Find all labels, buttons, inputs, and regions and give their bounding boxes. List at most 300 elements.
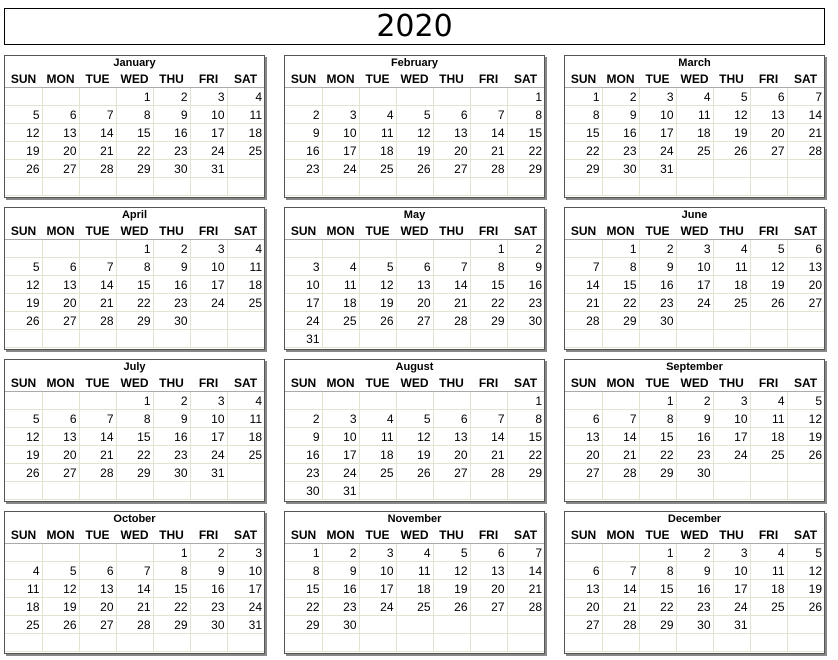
day-cell: 26	[42, 616, 79, 634]
day-cell: 18	[322, 294, 359, 312]
day-cell	[116, 482, 153, 500]
day-cell: 25	[227, 446, 264, 464]
day-cell: 22	[116, 294, 153, 312]
day-cell	[79, 88, 116, 106]
day-cell	[322, 330, 359, 348]
day-cell: 19	[359, 294, 396, 312]
day-cell	[713, 330, 750, 348]
month-table	[565, 374, 824, 500]
week-row	[285, 446, 544, 464]
day-cell: 1	[507, 392, 544, 410]
day-cell: 30	[639, 312, 676, 330]
day-cell: 24	[190, 142, 227, 160]
weekday-header: MON	[602, 526, 639, 544]
day-cell: 6	[565, 562, 602, 580]
day-cell	[79, 178, 116, 196]
day-cell: 26	[396, 160, 433, 178]
day-cell: 17	[322, 446, 359, 464]
day-cell: 29	[639, 464, 676, 482]
week-row	[565, 446, 824, 464]
day-cell: 28	[116, 616, 153, 634]
weekday-header: WED	[396, 222, 433, 240]
day-cell	[602, 634, 639, 652]
day-cell: 19	[5, 446, 42, 464]
day-cell: 16	[190, 580, 227, 598]
day-cell: 12	[750, 258, 787, 276]
day-cell: 28	[565, 312, 602, 330]
day-cell	[42, 482, 79, 500]
weekday-header: MON	[602, 222, 639, 240]
day-cell	[507, 178, 544, 196]
day-cell: 22	[602, 294, 639, 312]
day-cell: 24	[190, 446, 227, 464]
week-row	[285, 598, 544, 616]
day-cell	[787, 464, 824, 482]
weekday-header-row	[5, 222, 264, 240]
day-cell: 4	[227, 392, 264, 410]
day-cell: 14	[565, 276, 602, 294]
weekday-header: SUN	[5, 526, 42, 544]
day-cell: 6	[433, 410, 470, 428]
day-cell: 3	[359, 544, 396, 562]
day-cell: 17	[639, 124, 676, 142]
day-cell	[787, 330, 824, 348]
day-cell: 26	[5, 464, 42, 482]
day-cell: 16	[322, 580, 359, 598]
day-cell: 28	[602, 616, 639, 634]
day-cell	[42, 330, 79, 348]
weekday-header: THU	[153, 222, 190, 240]
weekday-header-row	[5, 526, 264, 544]
day-cell	[713, 482, 750, 500]
weekday-header: SUN	[285, 222, 322, 240]
day-cell	[396, 392, 433, 410]
day-cell	[433, 616, 470, 634]
week-row	[565, 410, 824, 428]
day-cell: 10	[322, 428, 359, 446]
day-cell: 31	[190, 464, 227, 482]
day-cell: 14	[433, 276, 470, 294]
day-cell: 6	[396, 258, 433, 276]
day-cell: 22	[507, 142, 544, 160]
month-title: October	[113, 513, 156, 525]
day-cell: 6	[42, 410, 79, 428]
month-title: August	[395, 361, 434, 373]
day-cell: 1	[565, 88, 602, 106]
day-cell: 11	[227, 258, 264, 276]
day-cell: 25	[396, 598, 433, 616]
day-cell: 18	[227, 428, 264, 446]
day-cell: 29	[507, 464, 544, 482]
day-cell: 5	[713, 88, 750, 106]
weekday-header: THU	[433, 222, 470, 240]
day-cell: 24	[639, 142, 676, 160]
week-row	[5, 294, 264, 312]
day-cell: 2	[676, 392, 713, 410]
day-cell: 23	[285, 160, 322, 178]
day-cell: 10	[713, 562, 750, 580]
day-cell: 20	[42, 142, 79, 160]
weekday-header-row	[285, 222, 544, 240]
weekday-header: TUE	[639, 526, 676, 544]
weekday-header-row	[285, 374, 544, 392]
day-cell: 7	[79, 106, 116, 124]
week-row	[285, 142, 544, 160]
month-table	[285, 222, 544, 348]
day-cell: 6	[42, 258, 79, 276]
day-cell: 20	[470, 580, 507, 598]
week-row	[5, 178, 264, 196]
day-cell: 19	[750, 276, 787, 294]
day-cell: 29	[153, 616, 190, 634]
day-cell: 17	[190, 428, 227, 446]
week-row	[285, 312, 544, 330]
day-cell	[565, 544, 602, 562]
week-row	[285, 392, 544, 410]
weekday-header: SUN	[5, 222, 42, 240]
weekday-header: WED	[396, 374, 433, 392]
day-cell: 13	[42, 428, 79, 446]
week-row	[565, 634, 824, 652]
day-cell: 9	[153, 106, 190, 124]
day-cell: 30	[153, 312, 190, 330]
day-cell: 25	[750, 446, 787, 464]
day-cell: 10	[322, 124, 359, 142]
day-cell: 23	[507, 294, 544, 312]
weekday-header: TUE	[639, 222, 676, 240]
day-cell: 8	[639, 410, 676, 428]
week-row	[5, 330, 264, 348]
day-cell	[153, 634, 190, 652]
day-cell: 20	[433, 446, 470, 464]
day-cell: 3	[713, 392, 750, 410]
week-row	[565, 160, 824, 178]
day-cell: 7	[787, 88, 824, 106]
day-cell: 21	[79, 446, 116, 464]
day-cell: 9	[639, 258, 676, 276]
day-cell	[396, 482, 433, 500]
day-cell	[116, 544, 153, 562]
day-cell: 28	[507, 598, 544, 616]
day-cell: 17	[713, 428, 750, 446]
day-cell: 31	[713, 616, 750, 634]
day-cell	[565, 330, 602, 348]
day-cell	[116, 330, 153, 348]
day-cell: 21	[565, 294, 602, 312]
month-table	[5, 374, 264, 500]
day-cell	[396, 616, 433, 634]
month-table	[565, 526, 824, 652]
day-cell	[396, 240, 433, 258]
month-table	[285, 526, 544, 652]
day-cell: 18	[359, 142, 396, 160]
day-cell: 3	[639, 88, 676, 106]
day-cell	[787, 616, 824, 634]
day-cell: 4	[359, 106, 396, 124]
week-row	[565, 312, 824, 330]
day-cell: 12	[359, 276, 396, 294]
weekday-header: FRI	[750, 374, 787, 392]
weekday-header: FRI	[750, 70, 787, 88]
day-cell: 19	[787, 428, 824, 446]
day-cell	[433, 178, 470, 196]
day-cell	[676, 312, 713, 330]
weekday-header: FRI	[190, 222, 227, 240]
month-table	[565, 70, 824, 196]
month-panel	[564, 207, 825, 350]
week-row	[565, 598, 824, 616]
day-cell: 31	[322, 482, 359, 500]
day-cell: 26	[396, 464, 433, 482]
month-panel	[284, 207, 545, 350]
day-cell: 28	[787, 142, 824, 160]
day-cell: 5	[750, 240, 787, 258]
day-cell	[42, 88, 79, 106]
week-row	[5, 464, 264, 482]
day-cell	[750, 482, 787, 500]
day-cell: 27	[42, 464, 79, 482]
day-cell: 26	[5, 160, 42, 178]
week-row	[5, 428, 264, 446]
day-cell: 19	[5, 294, 42, 312]
day-cell	[79, 392, 116, 410]
day-cell	[602, 330, 639, 348]
day-cell	[565, 392, 602, 410]
day-cell: 29	[470, 312, 507, 330]
day-cell: 13	[396, 276, 433, 294]
day-cell: 27	[433, 464, 470, 482]
day-cell: 6	[750, 88, 787, 106]
day-cell	[639, 330, 676, 348]
month-title: March	[678, 57, 711, 69]
day-cell	[5, 330, 42, 348]
day-cell: 18	[5, 598, 42, 616]
day-cell: 18	[750, 428, 787, 446]
day-cell: 12	[5, 428, 42, 446]
day-cell: 10	[285, 276, 322, 294]
day-cell: 27	[79, 616, 116, 634]
day-cell: 27	[42, 160, 79, 178]
day-cell	[79, 634, 116, 652]
day-cell: 9	[285, 124, 322, 142]
day-cell: 4	[227, 88, 264, 106]
weekday-header: TUE	[359, 374, 396, 392]
weekday-header: WED	[396, 526, 433, 544]
day-cell: 11	[750, 410, 787, 428]
day-cell: 9	[190, 562, 227, 580]
week-row	[285, 616, 544, 634]
weekday-header: WED	[116, 222, 153, 240]
day-cell: 4	[5, 562, 42, 580]
weekday-header: SAT	[787, 374, 824, 392]
day-cell	[507, 616, 544, 634]
day-cell: 22	[639, 446, 676, 464]
day-cell: 22	[507, 446, 544, 464]
weekday-header: WED	[676, 374, 713, 392]
weekday-header: THU	[153, 526, 190, 544]
weekday-header: MON	[322, 222, 359, 240]
weekday-header: SUN	[5, 374, 42, 392]
day-cell	[359, 88, 396, 106]
weekday-header: WED	[676, 222, 713, 240]
week-row	[565, 464, 824, 482]
day-cell: 23	[676, 446, 713, 464]
day-cell: 29	[602, 312, 639, 330]
day-cell: 11	[750, 562, 787, 580]
weekday-header: WED	[116, 70, 153, 88]
week-row	[565, 276, 824, 294]
week-row	[285, 482, 544, 500]
day-cell: 30	[190, 616, 227, 634]
weekday-header: THU	[433, 374, 470, 392]
week-row	[5, 446, 264, 464]
day-cell: 3	[190, 392, 227, 410]
day-cell: 16	[507, 276, 544, 294]
week-row	[285, 258, 544, 276]
day-cell	[639, 482, 676, 500]
week-row	[5, 410, 264, 428]
weekday-header: WED	[116, 526, 153, 544]
weekday-header-row	[565, 526, 824, 544]
week-row	[565, 258, 824, 276]
month-title: January	[113, 57, 156, 69]
day-cell: 17	[713, 580, 750, 598]
weekday-header: SAT	[787, 526, 824, 544]
day-cell: 7	[79, 258, 116, 276]
weekday-header-row	[285, 526, 544, 544]
week-row	[565, 124, 824, 142]
week-row	[285, 160, 544, 178]
day-cell	[787, 312, 824, 330]
month-panel	[284, 55, 545, 198]
day-cell	[116, 178, 153, 196]
day-cell	[190, 634, 227, 652]
day-cell	[227, 634, 264, 652]
day-cell	[79, 482, 116, 500]
day-cell: 14	[470, 124, 507, 142]
week-row	[5, 482, 264, 500]
day-cell	[433, 330, 470, 348]
week-row	[285, 178, 544, 196]
day-cell	[285, 88, 322, 106]
day-cell: 19	[433, 580, 470, 598]
day-cell	[153, 178, 190, 196]
week-row	[5, 616, 264, 634]
day-cell: 23	[153, 142, 190, 160]
day-cell: 17	[285, 294, 322, 312]
day-cell: 7	[433, 258, 470, 276]
day-cell: 17	[190, 124, 227, 142]
week-row	[285, 562, 544, 580]
day-cell: 2	[602, 88, 639, 106]
day-cell: 13	[470, 562, 507, 580]
day-cell: 2	[285, 410, 322, 428]
day-cell	[750, 330, 787, 348]
day-cell: 30	[602, 160, 639, 178]
weekday-header: THU	[433, 70, 470, 88]
week-row	[285, 124, 544, 142]
day-cell: 18	[676, 124, 713, 142]
day-cell: 7	[565, 258, 602, 276]
day-cell: 18	[713, 276, 750, 294]
day-cell: 5	[787, 392, 824, 410]
day-cell	[5, 544, 42, 562]
day-cell	[507, 330, 544, 348]
day-cell	[676, 178, 713, 196]
month-table	[5, 222, 264, 348]
day-cell: 22	[116, 142, 153, 160]
month-panel	[4, 359, 265, 502]
week-row	[565, 482, 824, 500]
day-cell: 24	[713, 598, 750, 616]
weekday-header: SUN	[5, 70, 42, 88]
month-panel	[284, 511, 545, 654]
day-cell: 2	[676, 544, 713, 562]
day-cell: 1	[116, 240, 153, 258]
weekday-header: MON	[42, 526, 79, 544]
day-cell: 25	[676, 142, 713, 160]
day-cell: 10	[639, 106, 676, 124]
day-cell: 22	[285, 598, 322, 616]
day-cell	[396, 178, 433, 196]
day-cell: 16	[676, 580, 713, 598]
day-cell	[322, 178, 359, 196]
day-cell	[787, 160, 824, 178]
month-panel	[4, 207, 265, 350]
day-cell: 11	[5, 580, 42, 598]
day-cell: 14	[116, 580, 153, 598]
day-cell: 8	[602, 258, 639, 276]
weekday-header: THU	[713, 374, 750, 392]
month-table	[285, 374, 544, 500]
weekday-header: FRI	[750, 526, 787, 544]
weekday-header: SUN	[565, 70, 602, 88]
day-cell: 30	[676, 464, 713, 482]
day-cell	[153, 330, 190, 348]
day-cell: 8	[470, 258, 507, 276]
day-cell: 13	[79, 580, 116, 598]
day-cell: 23	[190, 598, 227, 616]
month-table	[5, 526, 264, 652]
day-cell: 18	[750, 580, 787, 598]
day-cell: 15	[470, 276, 507, 294]
day-cell: 21	[602, 598, 639, 616]
day-cell: 21	[116, 598, 153, 616]
day-cell: 19	[42, 598, 79, 616]
day-cell: 5	[396, 410, 433, 428]
day-cell: 27	[470, 598, 507, 616]
weekday-header: TUE	[79, 374, 116, 392]
day-cell: 7	[79, 410, 116, 428]
day-cell: 8	[507, 410, 544, 428]
weekday-header: MON	[322, 374, 359, 392]
day-cell: 15	[639, 428, 676, 446]
day-cell	[602, 392, 639, 410]
day-cell: 14	[507, 562, 544, 580]
day-cell	[639, 178, 676, 196]
day-cell	[565, 240, 602, 258]
day-cell: 9	[507, 258, 544, 276]
day-cell: 2	[153, 88, 190, 106]
day-cell: 16	[153, 276, 190, 294]
day-cell: 16	[602, 124, 639, 142]
week-row	[5, 580, 264, 598]
day-cell: 23	[322, 598, 359, 616]
week-row	[565, 178, 824, 196]
weekday-header: MON	[42, 374, 79, 392]
day-cell	[396, 634, 433, 652]
day-cell: 3	[676, 240, 713, 258]
